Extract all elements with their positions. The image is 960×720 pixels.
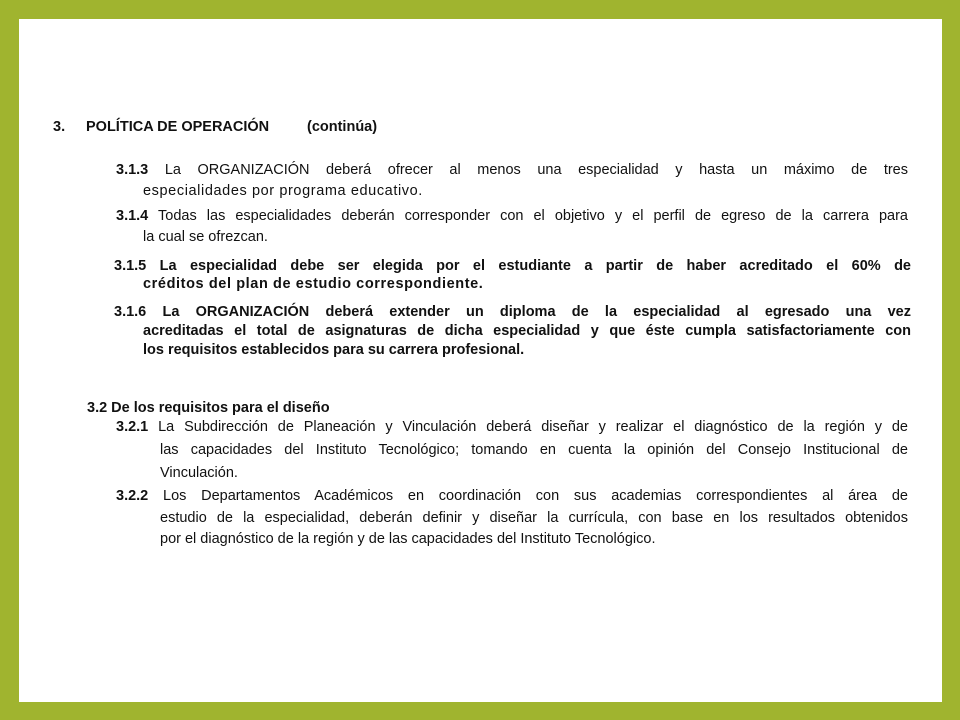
- item-3-2-1-line-2: las capacidades del Instituto Tecnológico; tomando en cuenta la opinión del Consejo Institucional de: [160, 442, 908, 458]
- section-continued: (continúa): [307, 119, 378, 135]
- item-3-2-2-line-3: por el diagnóstico de la región y de las capacidades del Instituto Tecnológico.: [160, 531, 656, 547]
- item-3-1-3-text: La ORGANIZACIÓN deberá ofrecer al menos una especialidad y hasta un máximo de tres: [164, 162, 908, 178]
- item-3-2-2-text: Los Departamentos Académicos en coordinación con sus academias correspondientes al área de: [163, 488, 908, 504]
- item-3-2-1-number: 3.2.1: [116, 419, 149, 435]
- item-3-1-3-line-1: [116, 161, 908, 179]
- slide-content: [19, 19, 942, 702]
- item-3-2-2-line-2: estudio de la especialidad, deberán definir y diseñar la currícula, con base en los resultados obtenidos: [160, 510, 908, 526]
- item-3-2-1-text: La Subdirección de Planeación y Vinculación deberá diseñar y realizar el diagnóstico de la región y de: [158, 419, 908, 435]
- item-3-1-3-number: 3.1.3: [116, 162, 149, 178]
- section-title: POLÍTICA DE OPERACIÓN: [86, 119, 270, 135]
- item-3-2-1-line-3: Vinculación.: [160, 465, 238, 481]
- item-3-1-4-number: 3.1.4: [116, 208, 149, 224]
- item-3-2-2-number: 3.2.2: [116, 488, 149, 504]
- item-3-1-5-line-1: 3.1.5 La especialidad debe ser elegida por el estudiante a partir de haber acreditado el 60% de: [114, 258, 911, 274]
- item-3-2-1-line-1: [116, 418, 908, 436]
- section-number: 3.: [53, 119, 66, 135]
- item-3-1-6-line-3: los requisitos establecidos para su carrera profesional.: [143, 342, 525, 358]
- item-3-1-4-line-1: [116, 207, 908, 225]
- item-3-1-3-line-2: especialidades por programa educativo.: [143, 183, 423, 199]
- section-3-2-title: 3.2 De los requisitos para el diseño: [87, 400, 330, 416]
- item-3-1-6-line-1: 3.1.6 La ORGANIZACIÓN deberá extender un diploma de la especialidad al egresado una vez: [114, 304, 911, 320]
- item-3-1-4-line-2: la cual se ofrezcan.: [143, 229, 268, 245]
- item-3-1-4-text: Todas las especialidades deberán corresponder con el objetivo y el perfil de egreso de la carrera para: [158, 208, 908, 224]
- item-3-1-5-line-2: créditos del plan de estudio correspondiente.: [143, 276, 484, 292]
- item-3-1-6-line-2: acreditadas el total de asignaturas de dicha especialidad y que éste cumpla satisfactoriamente con: [143, 323, 911, 339]
- item-3-2-2-line-1: [116, 487, 908, 505]
